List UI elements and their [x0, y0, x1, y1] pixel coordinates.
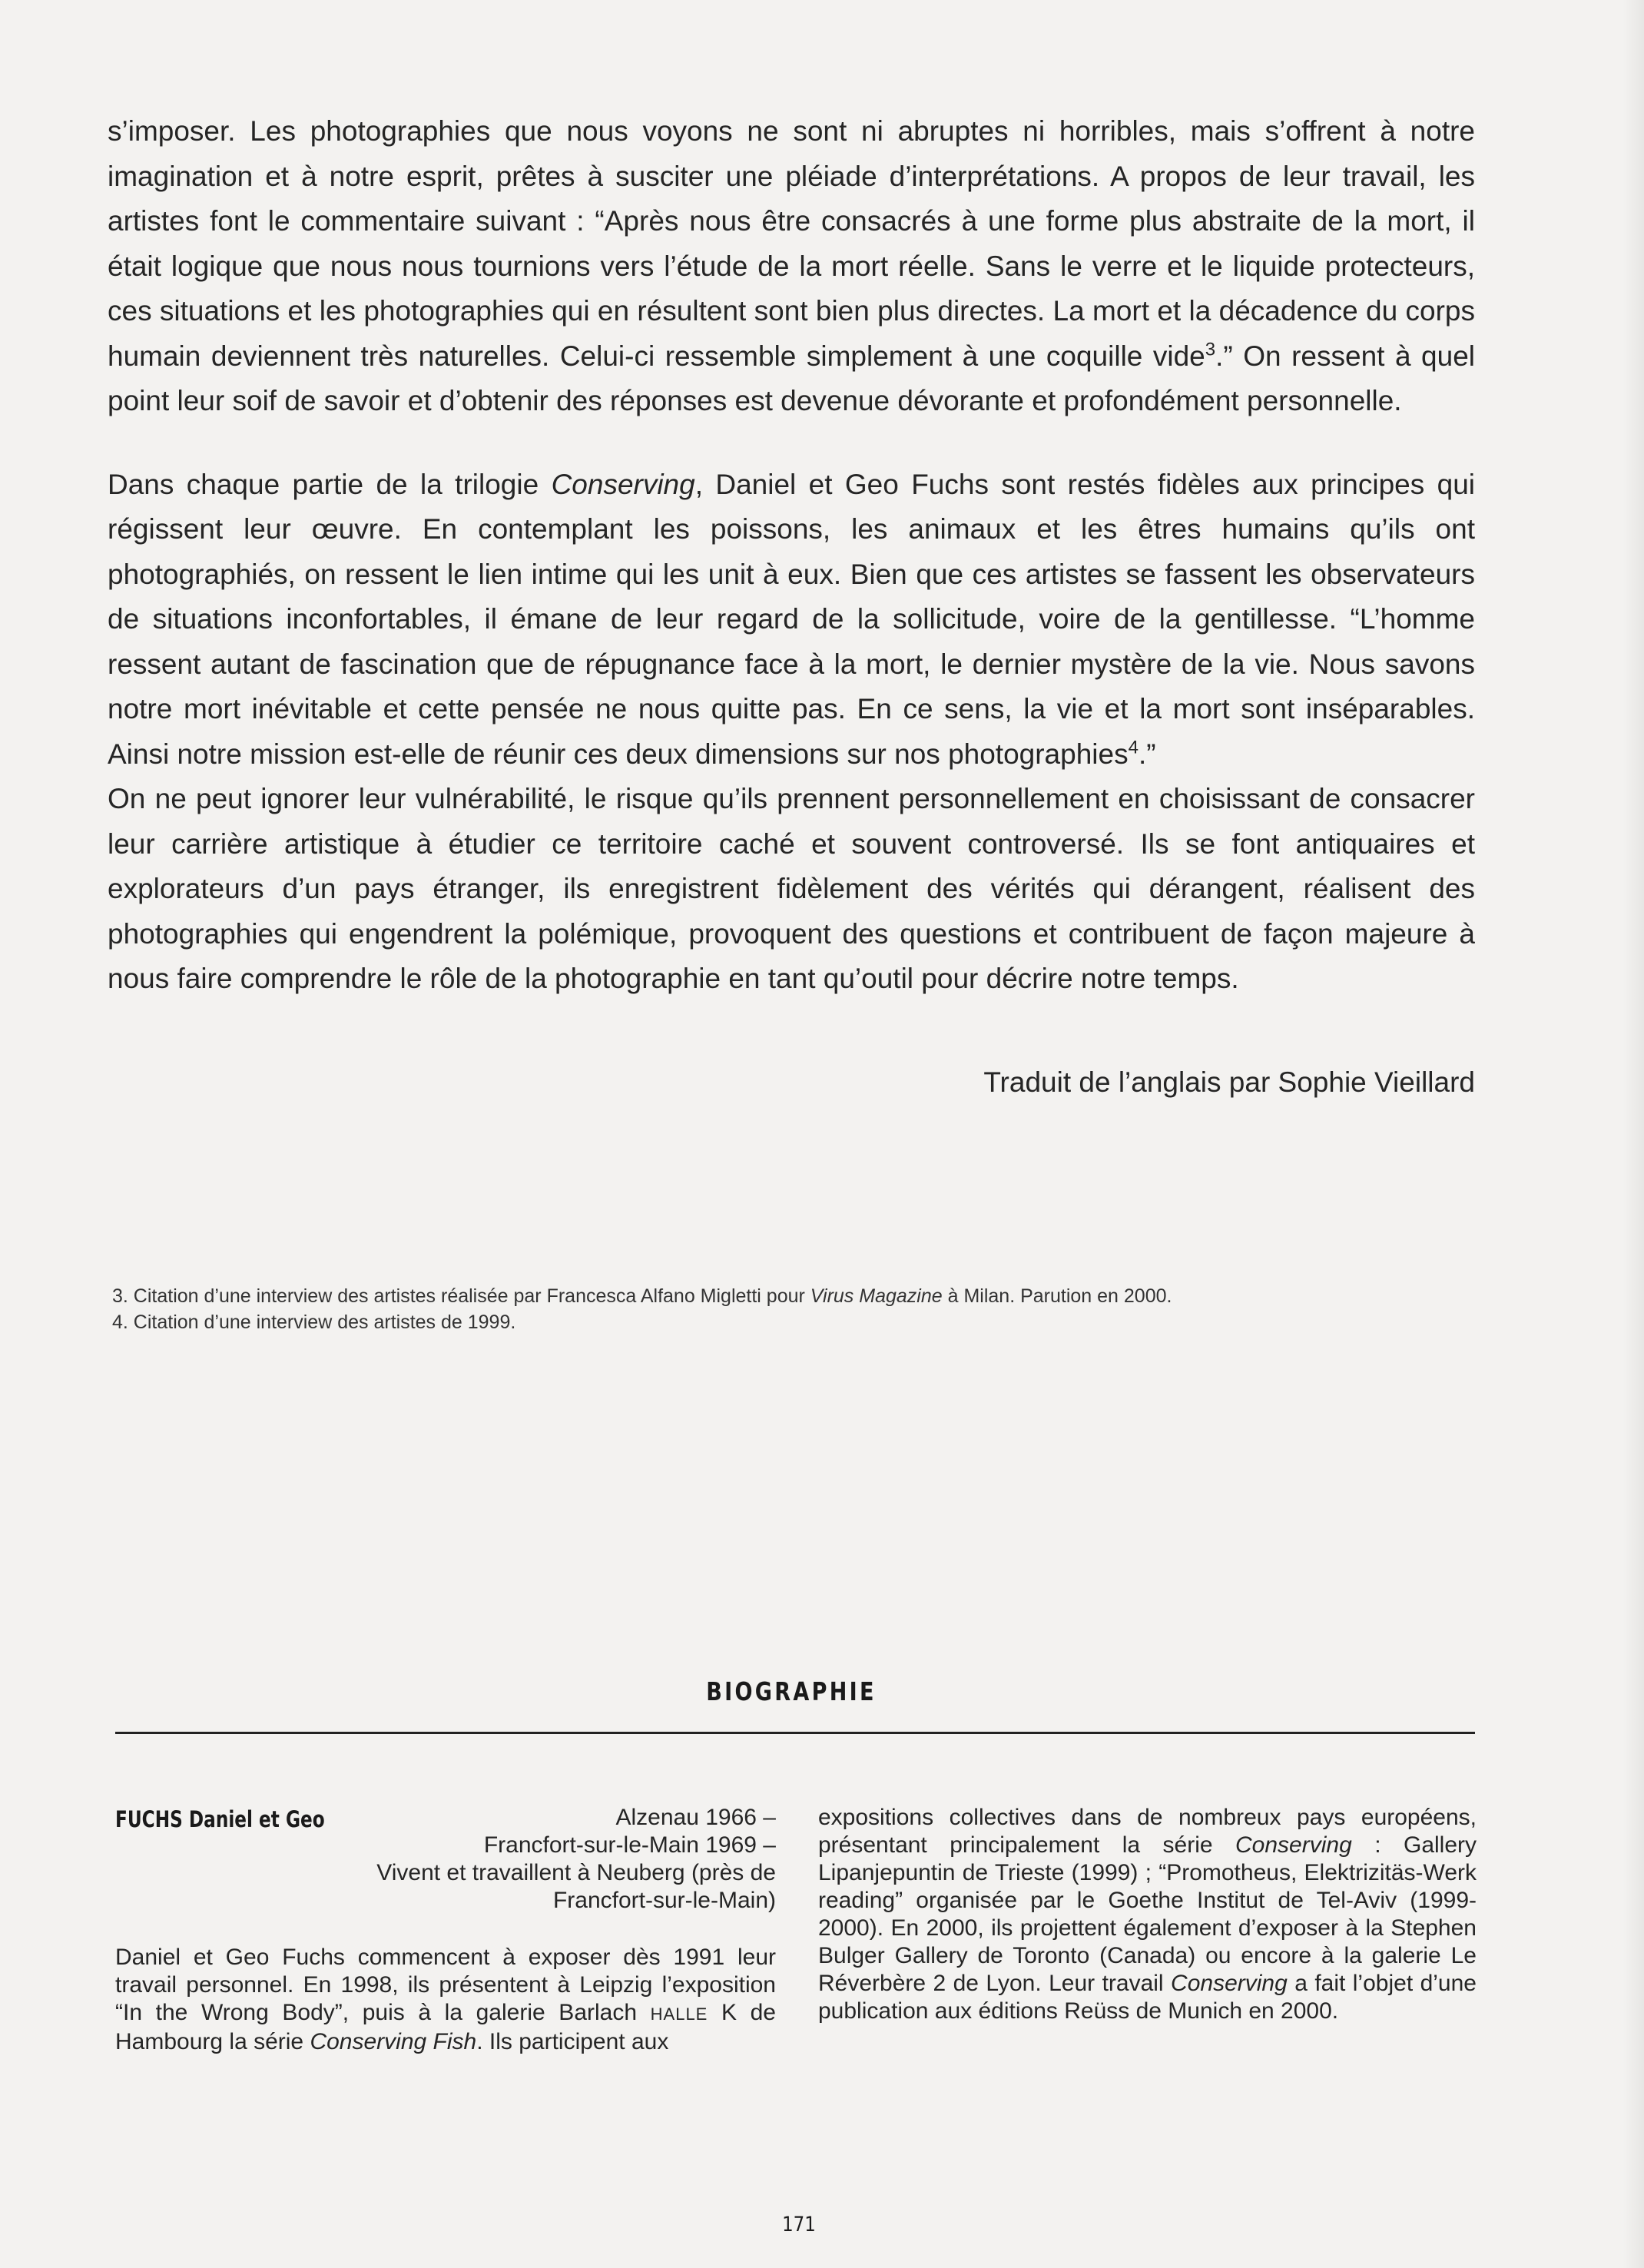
gallery-name-smallcaps: HALLE	[650, 2004, 708, 2024]
biography-name-row	[115, 1804, 776, 1832]
footnote-3	[112, 1283, 1487, 1309]
biography-right-text	[818, 1804, 1477, 2025]
biography-right-column	[818, 1804, 1477, 2025]
footnotes	[112, 1283, 1487, 1335]
biography-left-text-middle: K de Hambourg la série	[115, 2000, 776, 2054]
artist-name: FUCHS Daniel et Geo	[115, 1806, 325, 1832]
scan-edge-shadow	[1622, 0, 1644, 2268]
biography-place-line: Francfort-sur-le-Main)	[552, 1888, 776, 1913]
series-title-conserving-fish: Conserving Fish	[310, 2029, 477, 2054]
paragraph-1	[108, 109, 1475, 424]
series-title-conserving: Conserving	[551, 468, 695, 500]
biography-places-continued	[115, 1832, 776, 1915]
biography-place-line: Vivent et travaillent à Neuberg (près de	[376, 1860, 776, 1885]
biography-left-text	[115, 1944, 776, 2056]
footnote-3-text-end: à Milan. Parution en 2000.	[942, 1285, 1172, 1307]
biography-place-line: Alzenau 1966 –	[615, 1805, 776, 1830]
paragraph-2-text-middle: , Daniel et Geo Fuchs sont restés fidèles aux principes qui régissent leur œuvre. En contemplant les poissons, les animaux et les êtres humains qu’ils ont photographiés, on ressent le lien intime qui les unit à eux. Bien que ces artistes se fassent les observateurs de situations inconfortables, il émane de leur regard de la sollicitude, voire de la gentillesse. “L’homme ressent autant de fascination que de répugnance face à la mort, le dernier mystère de la vie. Nous savons notre mort inévitable et cette pensée ne nous quitte pas. En ce sens, la vie et la mort sont inséparables. Ainsi notre mission est-elle de réunir ces deux dimensions sur nos photographies	[108, 468, 1475, 770]
footnote-ref-4: 4	[1128, 737, 1139, 758]
biography-heading: BIOGRAPHIE	[706, 1676, 877, 1706]
paragraph-1-text: s’imposer. Les photographies que nous voyons ne sont ni abruptes ni horribles, mais s’offrent à notre imagination et à notre esprit, prêtes à susciter une pléiade d’interprétations. A propos de leur travail, les artistes font le commentaire suivant : “Après nous être consacrés à une forme plus abstraite de la mort, il était logique que nous nous tournions vers l’étude de la mort réelle. Sans le verre et le liquide protecteurs, ces situations et les photographies qui en résultent sont bien plus directes. La mort et la décadence du corps humain deviennent très naturelles. Celui-ci ressemble simplement à une coquille vide	[108, 115, 1475, 372]
paragraph-2	[108, 463, 1475, 778]
biography-divider	[115, 1732, 1475, 1734]
biography-left-text-start: Daniel et Geo Fuchs commencent à exposer dès 1991 leur travail personnel. En 1998, ils présentent à Leipzig l’exposition “In the Wrong Body”, puis à la galerie Barlach	[115, 1945, 776, 2025]
footnote-ref-3: 3	[1205, 339, 1216, 360]
biography-right-text-middle: : Gallery Lipanjepuntin de Trieste (1999) ; “Promotheus, Elektrizitäs-Werk reading” organisée par le Goethe Institut de Tel-Aviv (1999-2000). En 2000, ils projettent également d’exposer à la Stephen Bulger Gallery de Toronto (Canada) ou encore à la galerie Le Réverbère 2 de Lyon. Leur travail	[818, 1832, 1477, 1996]
magazine-title: Virus Magazine	[810, 1285, 943, 1307]
footnote-4: 4. Citation d’une interview des artistes de 1999.	[112, 1311, 516, 1333]
paragraph-2-text-end: .”	[1138, 738, 1156, 770]
page-number: 171	[782, 2213, 816, 2236]
biography-right-text-start: expositions collectives dans de nombreux pays européens, présentant principalement la série	[818, 1805, 1477, 1858]
series-title-conserving: Conserving	[1235, 1832, 1352, 1858]
biography-left-text-end: . Ils participent aux	[476, 2029, 669, 2054]
biography-right-text-end: a fait l’objet d’une publication aux éditions Reüss de Munich en 2000.	[818, 1971, 1477, 2024]
biography-place-line: Francfort-sur-le-Main 1969 –	[483, 1832, 776, 1858]
paragraph-3: On ne peut ignorer leur vulnérabilité, le risque qu’ils prennent personnellement en choisissant de consacrer leur carrière artistique à étudier ce territoire caché et souvent controversé. Ils se font antiquaires et explorateurs d’un pays étranger, ils enregistrent fidèlement des vérités qui dérangent, réalisent des photographies qui engendrent la polémique, provoquent des questions et contribuent de façon majeure à nous faire comprendre le rôle de la photographie en tant qu’outil pour décrire notre temps.	[108, 783, 1475, 994]
paragraph-1-text-end: .” On ressent à quel point leur soif de savoir et d’obtenir des réponses est devenue dévorante et profondément personnelle.	[108, 340, 1475, 416]
footnote-3-text: 3. Citation d’une interview des artistes réalisée par Francesca Alfano Migletti pour	[112, 1285, 810, 1307]
series-title-conserving: Conserving	[1171, 1971, 1288, 1996]
paragraph-2-text: Dans chaque partie de la trilogie	[108, 468, 552, 500]
translator-credit: Traduit de l’anglais par Sophie Vieillard	[983, 1066, 1475, 1098]
main-text	[108, 109, 1475, 1002]
biography-left-column	[115, 1804, 776, 2056]
